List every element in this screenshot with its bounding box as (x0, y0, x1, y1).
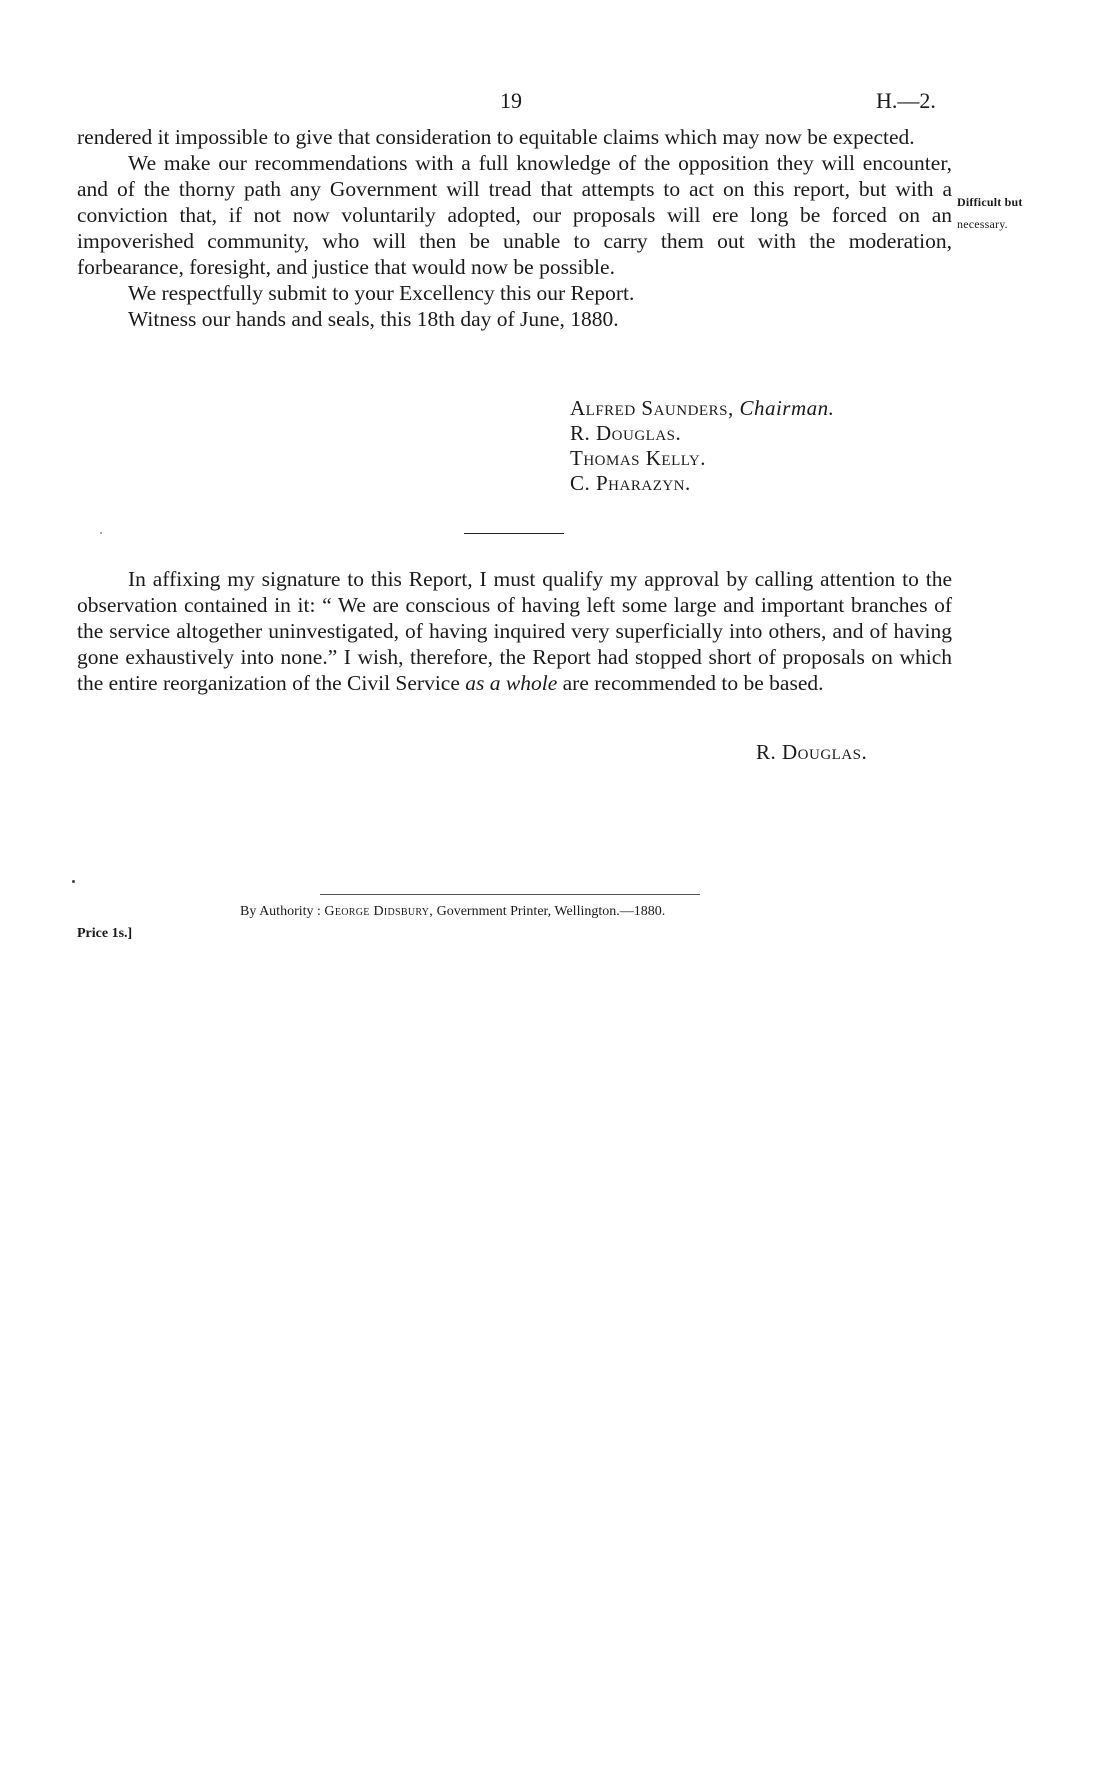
margin-note-line-2: necessary. (957, 217, 1008, 231)
print-speck (72, 880, 75, 883)
signature-kelly: Thomas Kelly. (570, 446, 706, 470)
printer-imprint (240, 904, 665, 920)
paragraph-submission: We respectfully submit to your Excellency this our Report. (128, 281, 635, 305)
footer-rule (320, 894, 700, 895)
signature-saunders (570, 396, 834, 421)
signature-pharazyn: C. Pharazyn. (570, 471, 691, 495)
imprint-authority: By Authority : (240, 904, 321, 919)
addendum-body (77, 566, 952, 696)
price-label: Price 1s.] (77, 926, 133, 941)
signature-douglas: R. Douglas. (570, 421, 682, 445)
imprint-printer-details: Government Printer, Wellington.—1880. (436, 904, 666, 919)
addendum-paragraph (77, 566, 952, 696)
paragraph-continuation: rendered it impossible to give that consideration to equitable claims which may now be expected. (77, 125, 915, 149)
signature-saunders-role: Chairman. (739, 396, 835, 420)
signature-saunders-name: Alfred Saunders, (570, 396, 734, 420)
addendum-text-after: are recommended to be based. (562, 671, 824, 695)
margin-note-line-1: Difficult but (957, 195, 1023, 209)
document-reference: H.—2. (876, 88, 936, 113)
margin-note (957, 191, 1023, 235)
signature-block (570, 396, 834, 496)
addendum-text-before: In affixing my signature to this Report, I must qualify my approval by calling attention to the observation contained in it: “ We are conscious of having left some large and important branches of the service altogether uninvestigated, of having inquired very superficially into others, and of having gone exhaustively into none.” I wish, therefore, the Report had stopped short of proposals on which the entire reorganization of the Civil Service (77, 567, 952, 695)
imprint-printer-name: George Didsbury, (324, 904, 434, 919)
report-body (77, 124, 952, 332)
paragraph-witness: Witness our hands and seals, this 18th day of June, 1880. (128, 307, 619, 331)
page-number: 19 (500, 88, 522, 113)
addendum-italic-phrase: as a whole (465, 671, 558, 695)
print-speck-2 (100, 532, 102, 534)
section-divider (464, 533, 564, 534)
paragraph-recommendations: We make our recommendations with a full knowledge of the opposition they will encounter, and of the thorny path any Government will tread that attempts to act on this report, but with a conviction that, if not now voluntarily adopted, our proposals will ere long be forced on an impoverished community, who will then be unable to carry them out with the moderation, forbearance, foresight, and justice that would now be possible. (77, 151, 952, 279)
addendum-signature: R. Douglas. (756, 740, 868, 764)
